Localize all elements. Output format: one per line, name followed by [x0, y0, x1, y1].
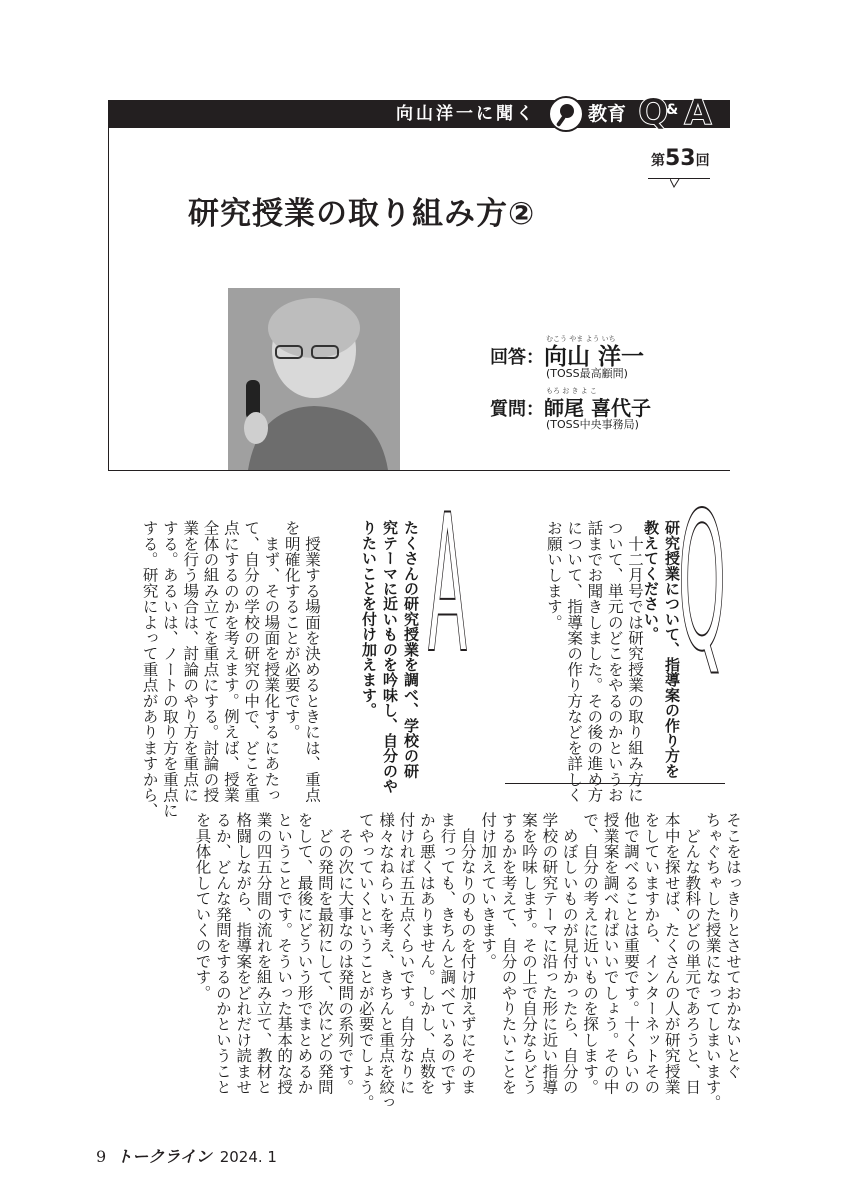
respondent-ruby: むこう やま よう いち [546, 335, 616, 343]
respondent-affiliation: (TOSS最高顧問) [546, 367, 628, 380]
issue-suffix: 回 [695, 153, 710, 169]
series-label: 向山洋一に聞く [396, 104, 536, 124]
qa-logo-a: A [684, 92, 712, 133]
questioner-name: 師尾 喜代子 [544, 396, 651, 420]
answer-lead: たくさんの研究授業を調べ、学校の研 究テーマに近いものを吟味し、自分のや りたいことを付け加えます。 [360, 520, 420, 794]
microphone-icon [548, 96, 584, 132]
questioner-label: 質問： [490, 399, 544, 420]
respondent-label: 回答： [490, 347, 544, 368]
frame-bottom-rule [108, 470, 730, 471]
questioner-ruby: もろ お き よ こ [546, 387, 597, 395]
article-title: 研究授業の取り組み方② [188, 196, 536, 232]
footer [96, 1144, 277, 1167]
frame-left-rule [108, 128, 109, 471]
issue-prefix: 第 [651, 153, 665, 169]
answer-continuation: そこをはっきりとさせておかないとぐ ちゃぐちゃした授業になってしまいます。 どんな教科のどの単元であろうと、日 本中を探せば、たくさんの人が研究授業 をしていますから、インターネットその 他で調べることは重要です。十くらいの 授業案を調べればいいでしょう。その中 で、自分の考えに近いものを探します。 めぼしいものが見付かったら、自分の 学校の研究テーマに沿った形に近い指導 案を吟味します。その上で自分ならどう するかを考えて、自分のやりたいことを 付け加えていきます。 自分なりのものを付け加えずにそのま ま行っても、きちんと調べているのです から悪くはありません。しかし、点数を 付ければ五五点くらいです。自分なりに 様々なねらいを考え、きちんと重点を絞っ てやっていくということが必要でしょう。 その次に大事なのは発問の系列です。 どの発問を最初にして、次にどの発問 をして、最後にどういう形でまとめるか ということです。そういった基本的な授 業の四五分間の流れを組み立て、教材と 格闘しながら、指導案をどれだけ読ませ るか、どんな発問をするのかということ を具体化していくのです。 [193, 812, 742, 1111]
issue-num: 53 [665, 146, 696, 171]
page-number: 9 [96, 1147, 107, 1166]
issue-number [651, 146, 710, 171]
question-body: 十二月号では研究授業の取り組み方に ついて、単元のどこをやるのかというお 話までお聞きしました。その後の進め方 について、指導案の作り方などを詳しく お願いします。 [544, 520, 644, 803]
qa-logo-amp: & [666, 102, 679, 118]
answer-body: 授業する場面を決めるときには、重点 を明確化することが必要です。 まず、その場面を授業化するにあたっ て、自分の学校の研究の中で、どこを重 点にするのかを考えます。例えば、授業 全体の組み立てを重点にする。討論の授 業を行う場合は、討論のやり方を重点に する。あるいは、ノートの取り方を重点に する。研究によって重点がありますから、 [140, 520, 321, 819]
issue-notch-icon [670, 179, 680, 189]
kyoiku-label: 教育 [588, 103, 627, 125]
issue-date: 2024. 1 [219, 1148, 277, 1166]
questioner-affiliation: (TOSS中央事務局) [546, 418, 639, 431]
portrait-photo [228, 288, 400, 470]
respondent-name: 向山 洋一 [544, 344, 645, 370]
question-lead: 研究授業について、指導案の作り方を 教えてください。 [642, 520, 681, 779]
qa-logo-q: Q [638, 92, 669, 133]
magazine-logo: トークライン [116, 1147, 212, 1166]
question-big-letter: Q [678, 472, 726, 693]
answer-big-letter: A [428, 474, 467, 695]
